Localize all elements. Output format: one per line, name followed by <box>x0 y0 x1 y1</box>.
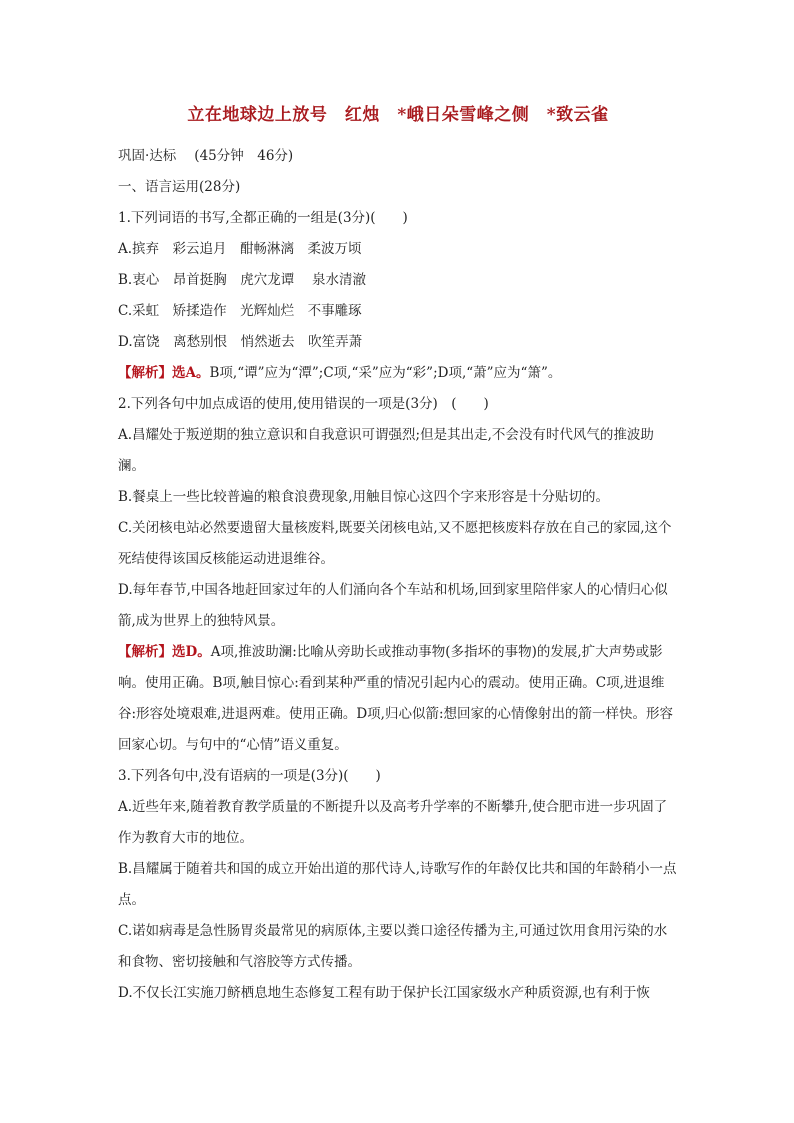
section-header <box>118 141 678 172</box>
part1-heading: 一、语言运用(28分) <box>118 179 241 195</box>
q1-option-a: A.摈弃 彩云追月 酣畅淋漓 柔波万顷 <box>118 241 362 257</box>
q3-option-d: D.不仅长江实施刀鲚栖息地生态修复工程有助于保护长江国家级水产种质资源,也有利于恢 <box>118 985 650 1001</box>
q2-analysis-tag: 【解析】选D。 <box>118 644 211 660</box>
document-title: 立在地球边上放号 红烛 *峨日朵雪峰之侧 *致云雀 <box>187 105 609 125</box>
q2-option-b: B.餐桌上一些比较普遍的粮食浪费现象,用触目惊心这四个字来形容是十分贴切的。 <box>118 489 610 505</box>
q2-option-a: A.昌耀处于叛逆期的独立意识和自我意识可谓强烈;但是其出走,不会没有时代风气的推波助澜。 <box>118 427 654 474</box>
q1-analysis-tag: 【解析】选A。 <box>118 365 210 381</box>
document-page <box>118 100 678 1009</box>
q2-analysis-text: A项,推波助澜:比喻从旁助长或推动事物(多指坏的事物)的发展,扩大声势或影响。使用正确。B项,触目惊心:看到某种严重的情况引起内心的震动。使用正确。C项,进退维谷:形容处境艰难,进退两难。使用正确。D项,归心似箭:想回家的心情像射出的箭一样快。形容回家心切。与句中的“心情”语义重复。 <box>118 644 674 753</box>
q2-option-c: C.关闭核电站必然要遗留大量核废料,既要关闭核电站,又不愿把核废料存放在自己的家园,这个死结使得该国反核能运动进退维谷。 <box>118 520 672 567</box>
q1-analysis <box>118 358 678 389</box>
q1-stem: 1.下列词语的书写,全都正确的一组是(3分)( ) <box>118 210 408 226</box>
section-label: 巩固·达标 <box>118 148 177 164</box>
q2-analysis <box>118 637 678 761</box>
q1-option-b: B.衷心 昂首挺胸 虎穴龙谭 泉水清澈 <box>118 272 367 288</box>
q3-option-a: A.近些年来,随着教育教学质量的不断提升以及高考升学率的不断攀升,使合肥市进一步巩固了作为教育大市的地位。 <box>118 799 668 846</box>
q2-stem: 2.下列各句中加点成语的使用,使用错误的一项是(3分) ( ) <box>118 396 489 412</box>
q3-stem: 3.下列各句中,没有语病的一项是(3分)( ) <box>118 768 381 784</box>
q3-option-b: B.昌耀属于随着共和国的成立开始出道的那代诗人,诗歌写作的年龄仅比共和国的年龄稍小一点点。 <box>118 861 677 908</box>
q1-analysis-text: B项,“谭”应为“潭”;C项,“采”应为“彩”;D项,“萧”应为“箫”。 <box>209 365 562 381</box>
section-meta: (45分钟 46分) <box>194 148 294 164</box>
q1-option-c: C.采虹 矫揉造作 光辉灿烂 不事雕琢 <box>118 303 362 319</box>
q3-option-c: C.诺如病毒是急性肠胃炎最常见的病原体,主要以粪口途径传播为主,可通过饮用食用污染的水和食物、密切接触和气溶胶等方式传播。 <box>118 923 668 970</box>
q1-option-d: D.富饶 离愁别恨 悄然逝去 吹笙弄萧 <box>118 334 363 350</box>
q2-option-d: D.每年春节,中国各地赶回家过年的人们涌向各个车站和机场,回到家里陪伴家人的心情归心似箭,成为世界上的独特风景。 <box>118 582 668 629</box>
